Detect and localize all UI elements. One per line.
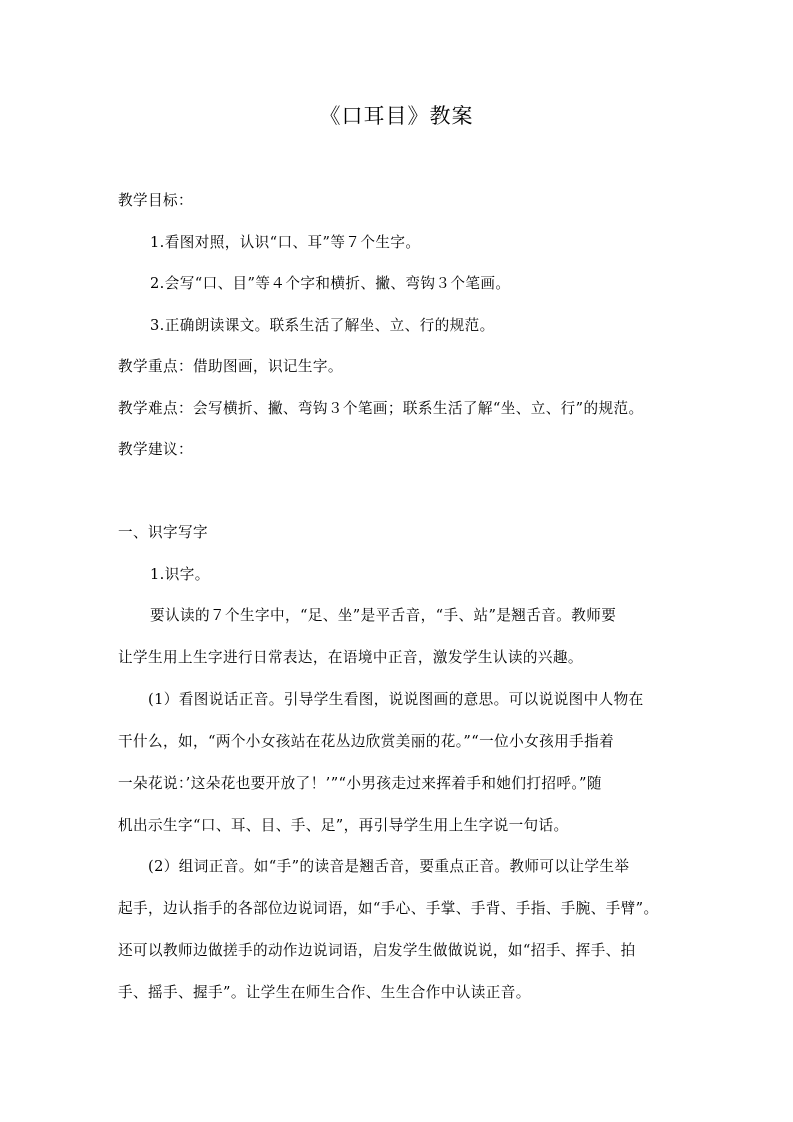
paragraph-line: 要认读的７个生字中，“足、坐”是平舌音，“手、站”是翘舌音。教师要	[150, 607, 617, 624]
paragraph-line: 机出示生字“口、耳、目、手、足”，再引导学生用上生字说一句话。	[118, 817, 569, 834]
objective-item-1: 1.看图对照，认识“口、耳”等７个生字。	[150, 234, 421, 251]
objective-item-3: 3.正确朗读课文。联系生活了解坐、立、行的规范。	[150, 317, 495, 334]
paragraph-line: 手、摇手、握手”。让学生在师生合作、生生合作中认读正音。	[118, 984, 531, 1001]
section-heading-literacy: 一、识字写字	[118, 524, 208, 541]
paragraph-line: (1）看图说话正音。引导学生看图，说说图画的意思。可以说说图中人物在	[148, 691, 644, 708]
paragraph-line: (2）组词正音。如“手”的读音是翘舌音，要重点正音。教师可以让学生举	[148, 858, 630, 875]
section-label-objectives: 教学目标：	[118, 192, 193, 209]
section-label-suggestions: 教学建议：	[118, 441, 193, 458]
objective-item-2: 2.会写“口、目”等４个字和横折、撇、弯钩３个笔画。	[150, 275, 511, 292]
subheading-recognition: 1.识字。	[150, 566, 210, 583]
key-points-line: 教学重点：借助图画，识记生字。	[118, 358, 343, 375]
document-title: 《口耳目》教案	[319, 104, 474, 128]
paragraph-line: 一朵花说：’这朵花也要开放了！’”“小男孩走过来挥着手和她们打招呼。”随	[118, 775, 602, 792]
paragraph-line: 干什么，如，“两个小女孩站在花丛边欣赏美丽的花。”“一位小女孩用手指着	[118, 733, 615, 750]
paragraph-line: 起手，边认指手的各部位边说词语，如“手心、手掌、手背、手指、手腕、手臂”。	[118, 900, 659, 917]
difficult-points-line: 教学难点：会写横折、撇、弯钩３个笔画；联系生活了解“坐、立、行”的规范。	[118, 400, 644, 417]
paragraph-line: 让学生用上生字进行日常表达，在语境中正音，激发学生认读的兴趣。	[118, 649, 583, 666]
paragraph-line: 还可以教师边做搓手的动作边说词语，启发学生做做说说，如“招手、挥手、拍	[118, 942, 636, 959]
